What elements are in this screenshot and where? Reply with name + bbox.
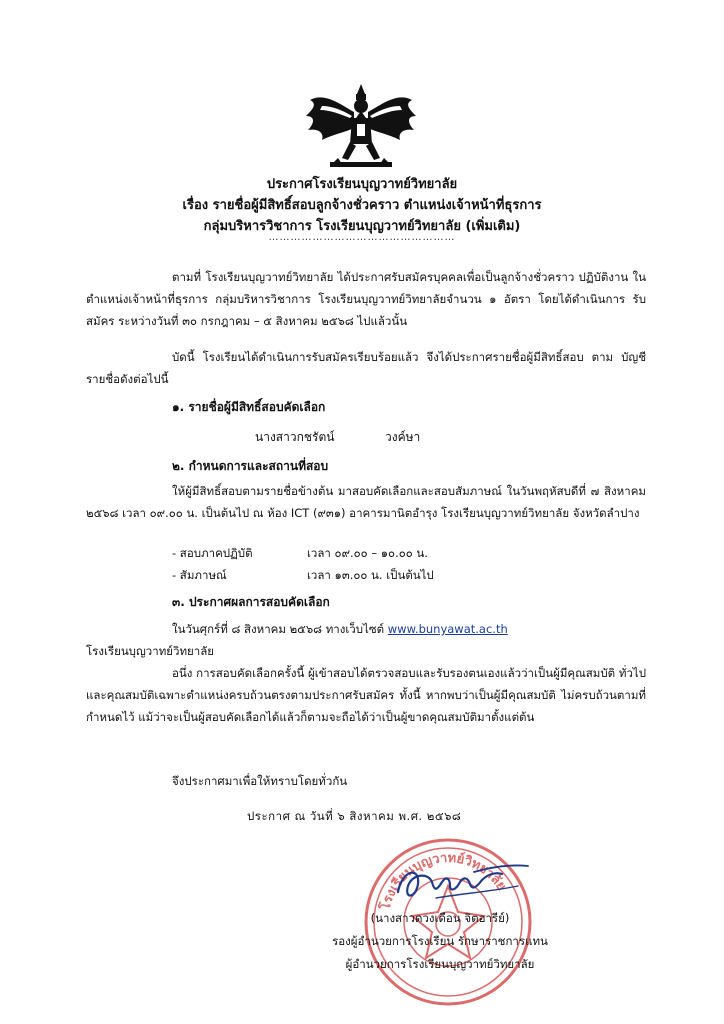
announcement-subject: เรื่อง รายชื่อผู้มีสิทธิ์สอบลูกจ้างชั่วคราว ตำแหน่งเจ้าหน้าที่ธุรการ bbox=[182, 198, 542, 213]
section2-heading: ๒. กำหนดการและสถานที่สอบ bbox=[172, 459, 329, 473]
svg-text:โรงเรียนบุญวาทย์วิทยาลัย: โรงเรียนบุญวาทย์วิทยาลัย bbox=[378, 850, 509, 912]
signature-icon bbox=[378, 852, 548, 912]
garuda-emblem-icon bbox=[302, 82, 420, 174]
website-link[interactable]: www.bunyawat.ac.th bbox=[387, 622, 508, 636]
section3-body bbox=[86, 618, 646, 662]
intro-paragraph: ตามที่ โรงเรียนบุญวาทย์วิทยาลัย ได้ประกาศรับสมัครบุคคลเพื่อเป็นลูกจ้างชั่วคราว ปฏิบัติงาน ในตำแหน่งเจ้าหน้าที่ธุรการ กลุ่มบริหารวิชาการ โรงเรียนบุญวาทย์วิทยาลัยจำนวน ๑ อัตรา โดยได้ดำเนินการ รับสมัคร ระหว่างวันที่ ๓๐ กรกฎาคม – ๕ สิงหาคม ๒๕๖๘ ไปแล้วนั้น bbox=[86, 270, 646, 328]
title-divider: …………………………………………… bbox=[268, 232, 456, 243]
result-date-text: ในวันศุกร์ที่ ๘ สิงหาคม ๒๕๖๘ ทางเว็บไซต์ bbox=[172, 622, 388, 636]
candidate-last-name: วงค์ษา bbox=[385, 430, 421, 444]
section2-body: ให้ผู้มีสิทธิ์สอบตามรายชื่อข้างต้น มาสอบคัดเลือกและสอบสัมภาษณ์ ในวันพฤหัสบดีที่ ๗ สิงหาคม ๒๕๖๘ เวลา ๐๙.๐๐ น. เป็นต้นไป ณ ห้อง ICT (๙๓๑) อาคารมานิตอำรุง โรงเรียนบุญวาทย์วิทยาลัย จังหวัดลำปาง bbox=[86, 484, 646, 520]
announcement-subject-cont: กลุ่มบริหารวิชาการ โรงเรียนบุญวาทย์วิทยาลัย (เพิ่มเติม) bbox=[203, 219, 521, 234]
result-school-text: โรงเรียนบุญวาทย์วิทยาลัย bbox=[86, 644, 215, 658]
schedule-label: - สัมภาษณ์ bbox=[172, 568, 227, 582]
announcement-title: ประกาศโรงเรียนบุญวาทย์วิทยาลัย bbox=[266, 177, 458, 192]
announcement-date: ประกาศ ณ วันที่ ๖ สิงหาคม พ.ศ. ๒๕๖๘ bbox=[247, 809, 462, 823]
section1-heading: ๑. รายชื่อผู้มีสิทธิ์สอบคัดเลือก bbox=[172, 400, 326, 414]
signatory-name: (นางสาวดวงเดือน จิตอารีย์) bbox=[370, 911, 510, 925]
schedule-time: เวลา ๑๓.๐๐ น. เป็นต้นไป bbox=[307, 568, 434, 582]
schedule-label: - สอบภาคปฏิบัติ bbox=[172, 546, 253, 560]
signatory-title: ผู้อำนวยการโรงเรียนบุญวาทย์วิทยาลัย bbox=[345, 957, 535, 971]
announce-paragraph: บัดนี้ โรงเรียนได้ดำเนินการรับสมัครเรียบร้อยแล้ว จึงได้ประกาศรายชื่อผู้มีสิทธิ์สอบ ตาม บัญชีรายชื่อดังต่อไปนี้ bbox=[86, 350, 646, 386]
notice-paragraph: อนึ่ง การสอบคัดเลือกครั้งนี้ ผู้เข้าสอบได้ตรวจสอบและรับรองตนเองแล้วว่าเป็นผู้มีคุณสมบัติ ทั่วไปและคุณสมบัติเฉพาะตำแหน่งครบถ้วนตรงตามประกาศรับสมัคร ทั้งนี้ หากพบว่าเป็นผู้มีคุณสมบัติ ไม่ครบถ้วนตามที่กำหนดไว้ แม้ว่าจะเป็นผู้สอบคัดเลือกได้แล้วก็ตามจะถือได้ว่าเป็นผู้ขาดคุณสมบัติมาตั้งแต่ต้น bbox=[86, 666, 646, 724]
signatory-position: รองผู้อำนวยการโรงเรียน รักษาราชการแทน bbox=[332, 934, 548, 948]
candidate-first-name: นางสาวกชรัตน์ bbox=[255, 430, 335, 444]
schedule-time: เวลา ๐๙.๐๐ – ๑๐.๐๐ น. bbox=[307, 546, 428, 560]
section3-heading: ๓. ประกาศผลการสอบคัดเลือก bbox=[172, 595, 330, 609]
closing-line: จึงประกาศมาเพื่อให้ทราบโดยทั่วกัน bbox=[172, 774, 348, 788]
